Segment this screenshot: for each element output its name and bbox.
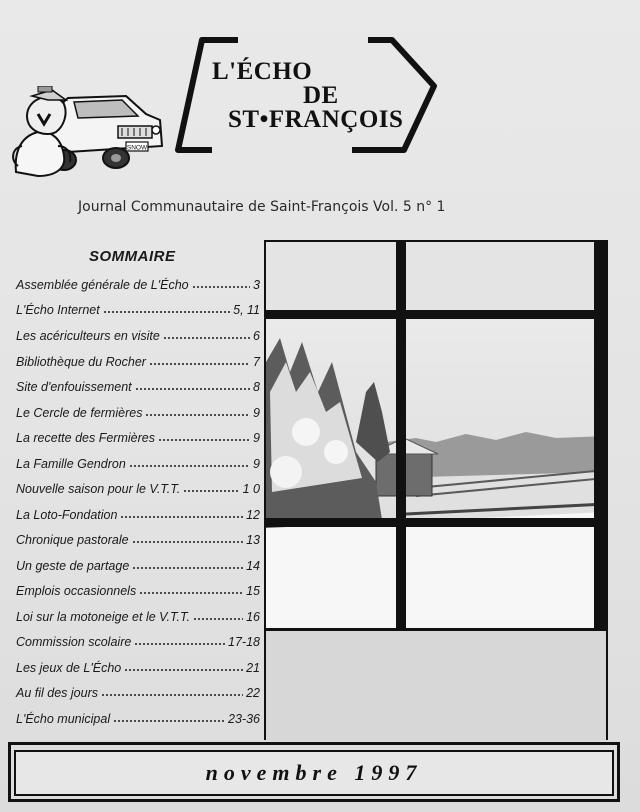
cartoon-jeep-illustration [8, 86, 168, 181]
date-banner [14, 750, 614, 796]
winter-window-photo [266, 242, 606, 628]
toc-item [16, 278, 260, 296]
toc-leader [183, 488, 239, 494]
masthead-line-1: L'ÉCHO [212, 58, 313, 85]
toc-label: Chronique pastorale [16, 533, 129, 547]
toc-item [16, 610, 260, 628]
toc-page: 1 0 [242, 482, 260, 496]
toc-item [16, 406, 260, 424]
toc-leader [139, 590, 243, 596]
toc-page: 13 [246, 533, 260, 547]
toc-label: Bibliothèque du Rocher [16, 355, 146, 369]
toc-label: Assemblée générale de L'Écho [16, 278, 189, 292]
toc-item [16, 482, 260, 500]
toc-item [16, 533, 260, 551]
toc-leader [129, 463, 250, 469]
toc-page: 12 [246, 508, 260, 522]
toc-label: Nouvelle saison pour le V.T.T. [16, 482, 181, 496]
toc-label: La Loto-Fondation [16, 508, 118, 522]
toc-page: 16 [246, 610, 260, 624]
toc-page: 8 [253, 380, 260, 394]
toc-label: L'Écho municipal [16, 712, 111, 726]
toc-leader [149, 361, 250, 367]
sommaire-title: SOMMAIRE [89, 248, 176, 265]
toc-item [16, 559, 260, 577]
toc-page: 9 [253, 431, 260, 445]
photo-lower-area [266, 628, 606, 741]
toc-page: 23-36 [228, 712, 260, 726]
toc-item [16, 635, 260, 653]
toc-item [16, 686, 260, 704]
toc-label: Emplois occasionnels [16, 584, 137, 598]
toc-label: Un geste de partage [16, 559, 130, 573]
toc-page: 9 [253, 406, 260, 420]
toc-item [16, 329, 260, 347]
toc-leader [124, 667, 243, 673]
toc-item [16, 508, 260, 526]
toc-page: 7 [253, 355, 260, 369]
toc-label: La recette des Fermières [16, 431, 155, 445]
toc-label: Le Cercle de fermières [16, 406, 143, 420]
toc-page: 15 [246, 584, 260, 598]
toc-page: 9 [253, 457, 260, 471]
toc-leader [132, 565, 243, 571]
toc-item [16, 380, 260, 398]
toc-page: 3 [253, 278, 260, 292]
toc-page: 5, 11 [233, 303, 260, 317]
toc-item [16, 355, 260, 373]
toc-item [16, 584, 260, 602]
toc-item [16, 457, 260, 475]
toc-leader [158, 437, 250, 443]
toc-item [16, 303, 260, 321]
toc-leader [132, 539, 244, 545]
toc-leader [120, 514, 243, 520]
license-plate-text: SNOW [126, 144, 148, 152]
toc-page: 14 [246, 559, 260, 573]
toc-label: La Famille Gendron [16, 457, 126, 471]
toc-label: Les acériculteurs en visite [16, 329, 160, 343]
masthead-line-3: ST•FRANÇOIS [228, 106, 404, 133]
toc-page: 22 [246, 686, 260, 700]
toc-item [16, 712, 260, 730]
toc-leader [113, 718, 225, 724]
toc-label: Commission scolaire [16, 635, 132, 649]
toc-leader [163, 335, 250, 341]
toc-page: 21 [246, 661, 260, 675]
toc-leader [135, 386, 250, 392]
toc-leader [103, 309, 230, 315]
toc-leader [145, 412, 250, 418]
toc-page: 6 [253, 329, 260, 343]
toc-leader [134, 641, 225, 647]
toc-label: L'Écho Internet [16, 303, 100, 317]
toc-label: Site d'enfouissement [16, 380, 132, 394]
toc-item [16, 661, 260, 679]
toc-leader [192, 284, 250, 290]
toc-label: Les jeux de L'Écho [16, 661, 122, 675]
issue-date: novembre 1997 [205, 760, 423, 785]
journal-subtitle: Journal Communautaire de Saint-François Vol. 5 n° 1 [78, 199, 446, 215]
toc-item [16, 431, 260, 449]
toc-label: Au fil des jours [16, 686, 98, 700]
masthead-line-2: DE [303, 82, 339, 109]
toc-leader [101, 692, 243, 698]
toc-page: 17-18 [228, 635, 260, 649]
toc-label: Loi sur la motoneige et le V.T.T. [16, 610, 190, 624]
toc-leader [193, 616, 243, 622]
